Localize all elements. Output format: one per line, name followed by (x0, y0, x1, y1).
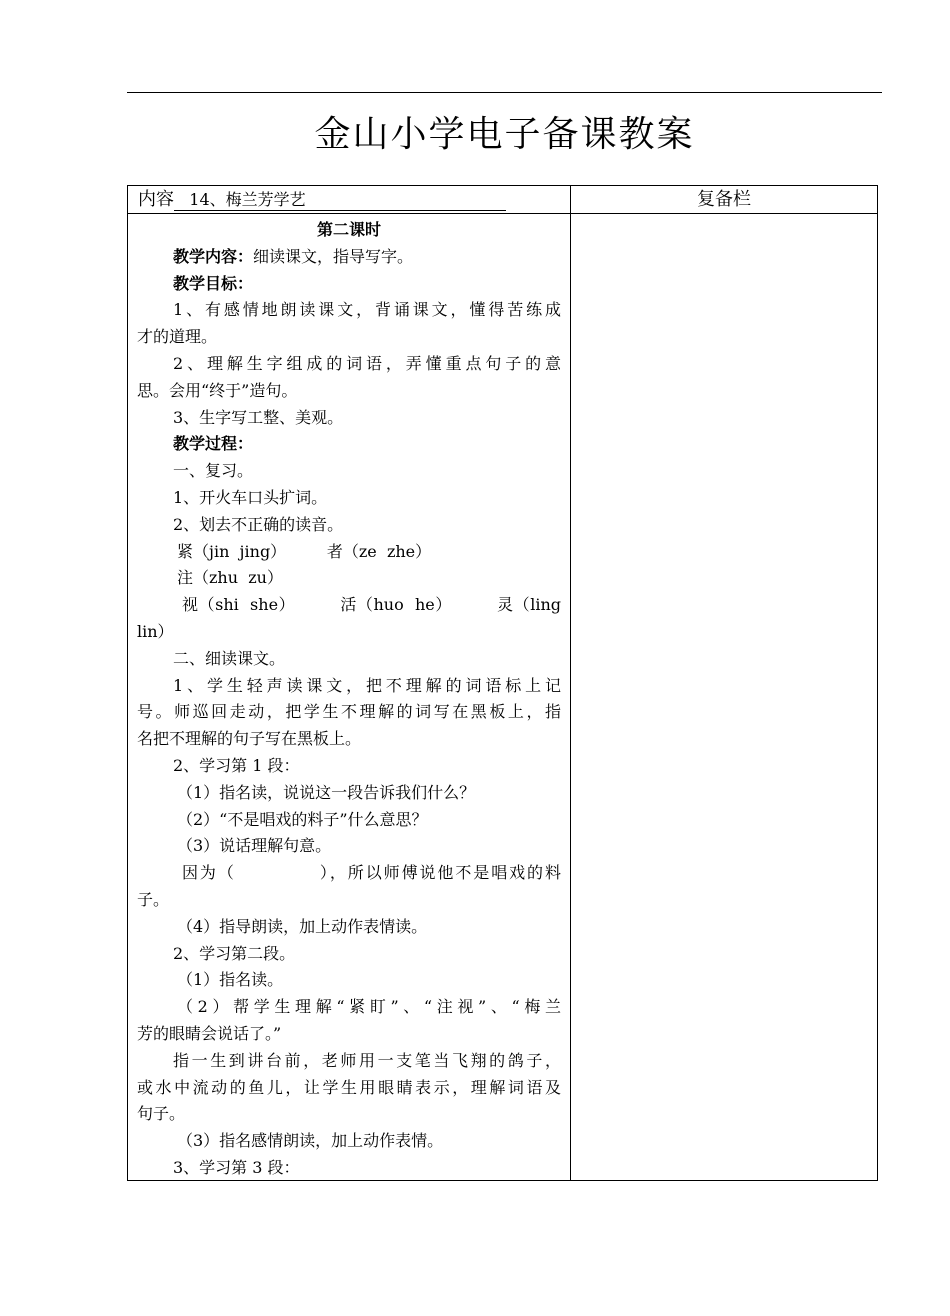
lesson-title-field (174, 190, 506, 211)
text-line: 2、学习第 1 段： (173, 755, 300, 775)
text-line: （2）帮学生理解“紧盯”、“注视”、“梅兰 (177, 997, 561, 1017)
text-line: 2、划去不正确的读音。 (173, 514, 344, 534)
text-line: 名把不理解的句子写在黑板上。 (137, 729, 362, 749)
text-line: 因为（ ），所以师傅说他不是唱戏的料 (182, 863, 561, 883)
teaching-content-label: 教学内容： (173, 246, 254, 266)
document-title: 金山小学电子备课教案 (314, 114, 695, 155)
text-line: （3）指名感情朗读，加上动作表情。 (177, 1131, 444, 1151)
text-line: 3、学习第 3 段： (173, 1157, 300, 1177)
text-line: 句子。 (137, 1104, 186, 1124)
text-line: 芳的眼睛会说话了。” (137, 1023, 282, 1043)
teaching-process-heading: 教学过程： (173, 434, 254, 454)
text-line: （2）“不是唱戏的料子”什么意思？ (177, 809, 428, 829)
text-line: （3）说话理解句意。 (177, 836, 332, 856)
period-heading: 第二课时 (316, 220, 381, 239)
lesson-content (137, 217, 561, 1182)
pinyin-line: 注（zhu zu） (177, 568, 283, 588)
teaching-content-text: 细读课文，指导写字。 (253, 246, 414, 266)
content-header (138, 189, 506, 211)
pinyin-line: 紧（jin jing） 者（ze zhe） (177, 541, 432, 561)
pinyin-line: 视（shi she） 活（huo he） 灵（ling (182, 595, 561, 615)
text-line: 2、学习第二段。 (173, 943, 296, 963)
text-line: 一、复习。 (173, 461, 254, 481)
text-line: 号。师巡回走动，把学生不理解的词写在黑板上，指 (137, 702, 561, 722)
top-rule (127, 92, 882, 93)
text-line: （1）指名读。 (177, 970, 284, 990)
text-line: 二、细读课文。 (173, 648, 286, 668)
lesson-plan-table (127, 185, 878, 1181)
text-line: 才的道理。 (137, 327, 218, 347)
text-line: 思。会用“终于”造句。 (137, 380, 298, 400)
text-line: 1、学生轻声读课文，把不理解的词语标上记 (173, 675, 561, 695)
text-line: 3、生字写工整、美观。 (173, 407, 344, 427)
review-column-header: 复备栏 (697, 189, 751, 210)
text-line: 2、理解生字组成的词语，弄懂重点句子的意 (173, 353, 561, 373)
text-line: 或水中流动的鱼儿，让学生用眼睛表示，理解词语及 (137, 1077, 561, 1097)
text-line: 1、有感情地朗读课文，背诵课文，懂得苦练成 (173, 300, 561, 320)
text-line: （4）指导朗读，加上动作表情读。 (177, 916, 428, 936)
content-label: 内容 (138, 189, 174, 210)
teaching-goals-heading: 教学目标： (173, 273, 254, 293)
text-line: 指一生到讲台前，老师用一支笔当飞翔的鸽子， (173, 1050, 561, 1070)
text-line: 1、开火车口头扩词。 (173, 487, 328, 507)
text-line: lin） (137, 621, 174, 641)
lesson-title: 14、梅兰芳学艺 (189, 190, 306, 209)
header-divider (128, 213, 877, 214)
text-line: （1）指名读，说说这一段告诉我们什么？ (177, 782, 476, 802)
teaching-content-line (137, 244, 561, 271)
text-line: 子。 (137, 889, 170, 909)
column-divider (570, 186, 571, 1180)
